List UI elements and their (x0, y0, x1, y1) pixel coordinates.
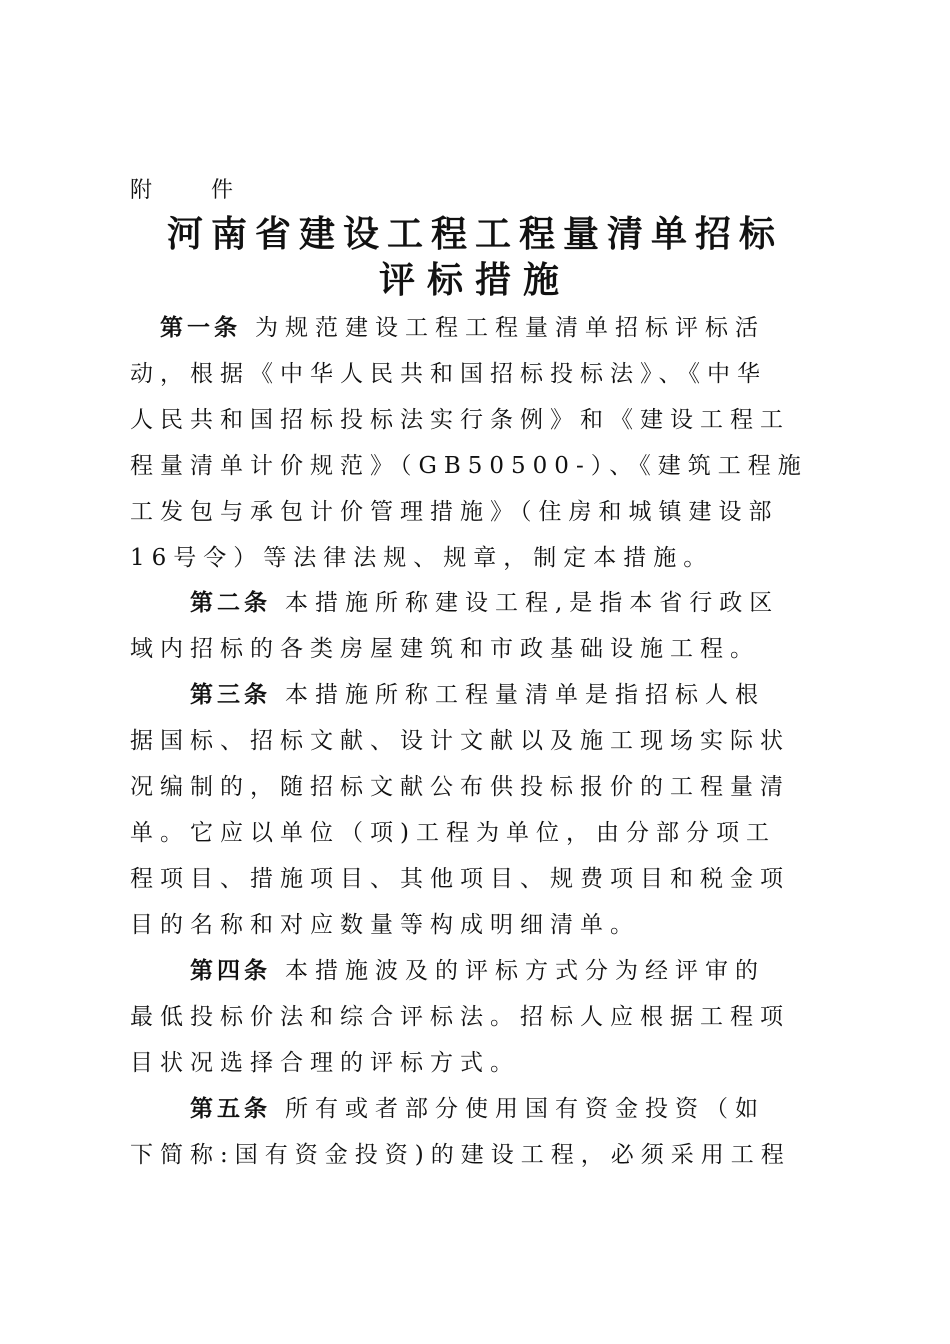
article-2-first-line (190, 584, 820, 622)
article-4-heading: 第四条 (190, 958, 271, 984)
article-1-first-line (160, 309, 820, 347)
article-3-line: 程项目、措施项目、其他项目、规费项目和税金项 (130, 866, 790, 892)
article-5-heading: 第五条 (190, 1096, 271, 1122)
article-3-text: 本措施所称工程量清单是指招标人根 (285, 682, 765, 708)
article-5-first-line (190, 1090, 820, 1128)
article-3-line: 目的名称和对应数量等构成明细清单。 (130, 912, 640, 938)
document-title-line-2: 评标措施 (378, 260, 571, 301)
article-3-line: 况编制的，随招标文献公布供投标报价的工程量清 (130, 774, 790, 800)
article-1-line: 程量清单计价规范》（GB50500-）、《建筑工程施 (130, 453, 808, 479)
article-5-line: 下简称:国有资金投资)的建设工程，必须采用工程 (130, 1142, 791, 1168)
article-3-first-line (190, 676, 820, 714)
article-3-line: 单。它应以单位（项)工程为单位，由分部分项工 (130, 820, 776, 846)
article-1-line: 人民共和国招标投标法实行条例》和《建设工程工 (130, 407, 790, 433)
article-1-line: 16号令）等法律法规、规章，制定本措施。 (130, 545, 714, 571)
article-4-first-line (190, 952, 820, 990)
article-4-text: 本措施波及的评标方式分为经评审的 (285, 958, 765, 984)
article-4-line: 目状况选择合理的评标方式。 (130, 1050, 520, 1076)
article-1-text: 为规范建设工程工程量清单招标评标活 (255, 315, 765, 341)
article-4-line: 最低投标价法和综合评标法。招标人应根据工程项 (130, 1004, 790, 1030)
article-3-line: 据国标、招标文献、设计文献以及施工现场实际状 (130, 728, 790, 754)
article-2-text: 本措施所称建设工程,是指本省行政区 (285, 590, 780, 616)
article-1-line: 动，根据《中华人民共和国招标投标法》、《中华 (130, 361, 767, 387)
attachment-label: 附 件 (130, 178, 259, 203)
article-1-line: 工发包与承包计价管理措施》（住房和城镇建设部 (130, 499, 779, 525)
article-2-heading: 第二条 (190, 590, 271, 616)
article-5-text: 所有或者部分使用国有资金投资（如 (285, 1096, 765, 1122)
article-3-heading: 第三条 (190, 682, 271, 708)
article-2-line: 域内招标的各类房屋建筑和市政基础设施工程。 (130, 636, 760, 662)
article-1-heading: 第一条 (160, 315, 241, 341)
document-title-line-1: 河南省建设工程工程量清单招标 (166, 214, 783, 255)
